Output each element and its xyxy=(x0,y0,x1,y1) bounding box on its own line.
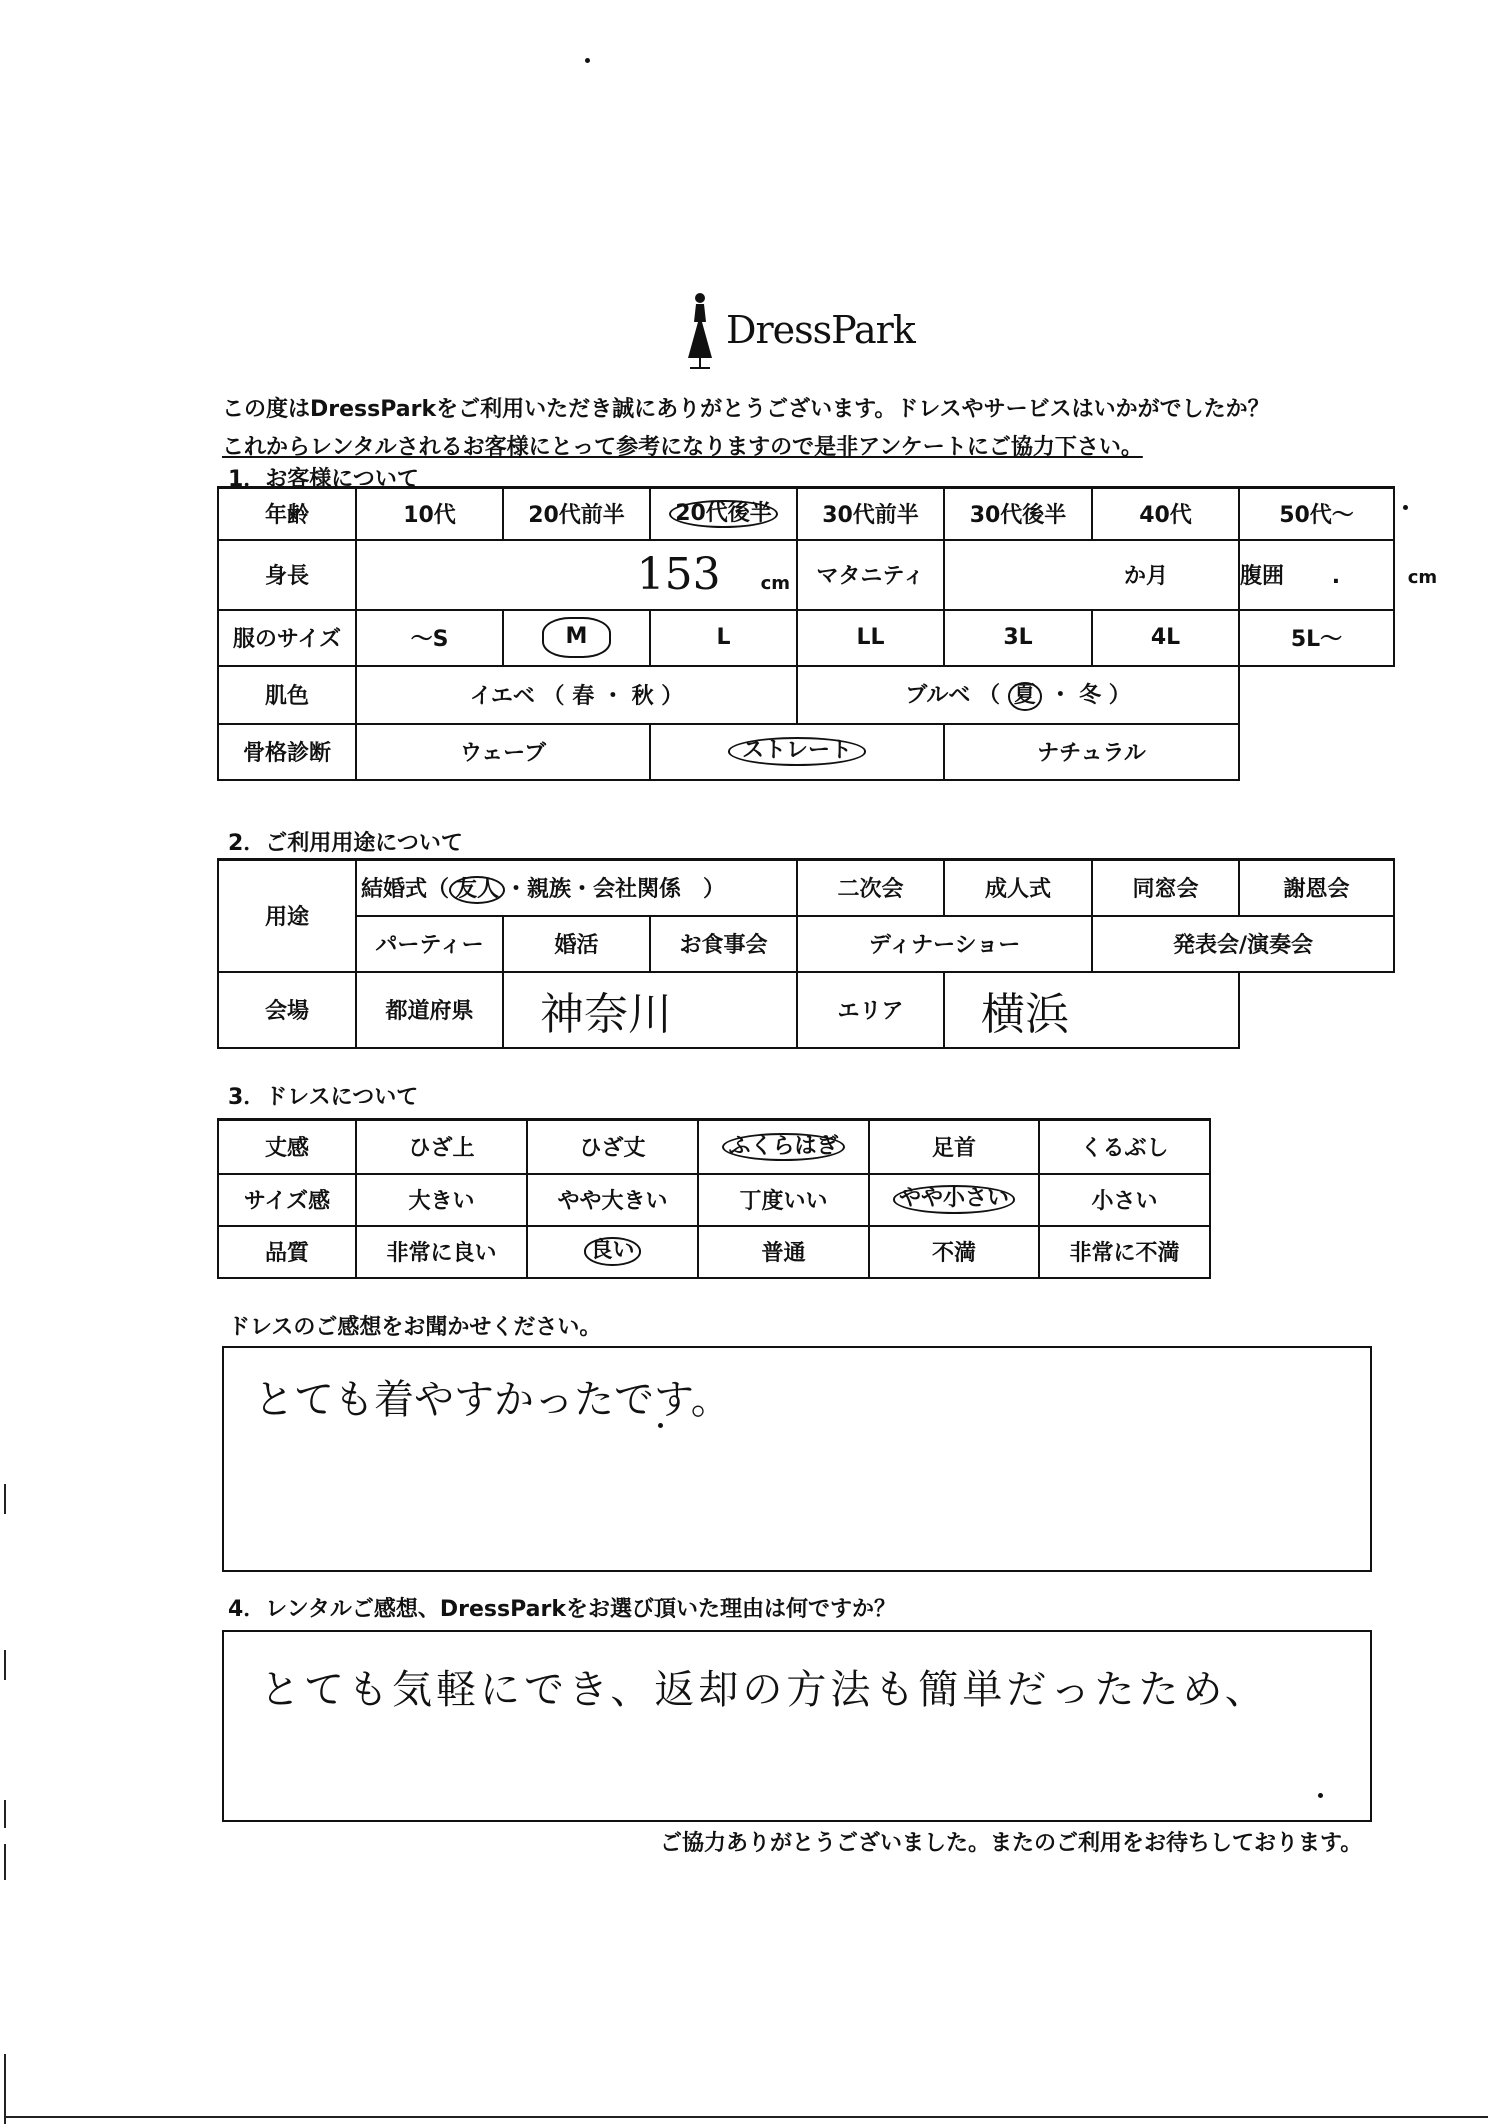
size-option[interactable]: 3L xyxy=(944,610,1092,666)
age-option[interactable]: 50代～ xyxy=(1239,488,1394,540)
skin-blue[interactable] xyxy=(797,666,1239,724)
winter: 冬 xyxy=(1079,683,1102,709)
wedding-text: 結婚式（ xyxy=(361,876,450,902)
maternity-label: マタニティ xyxy=(797,540,944,610)
size-option-selected[interactable] xyxy=(503,610,650,666)
age-row xyxy=(218,488,1394,540)
scan-edge-mark xyxy=(4,1844,6,1880)
empty-cell xyxy=(1239,666,1394,724)
height-unit: cm xyxy=(760,573,790,594)
usage-option[interactable]: お食事会 xyxy=(650,916,797,972)
selected-circle: M xyxy=(542,617,612,657)
brand-name: DressPark xyxy=(726,308,915,352)
fit-option-selected[interactable] xyxy=(869,1174,1039,1226)
fit-label: サイズ感 xyxy=(218,1174,356,1226)
quality-label: 品質 xyxy=(218,1226,356,1278)
age-label: 年齢 xyxy=(218,488,356,540)
length-option[interactable]: ひざ上 xyxy=(356,1120,527,1174)
scan-speck xyxy=(1403,505,1408,510)
dress-comment-prompt: ドレスのご感想をお聞かせください。 xyxy=(228,1315,602,1340)
frame-row xyxy=(218,724,1394,780)
selected-circle: ふくらはぎ xyxy=(722,1133,844,1161)
dot-sep: ・ xyxy=(1049,683,1072,709)
waist-unit: cm xyxy=(1407,567,1438,588)
footer-thanks: ご協力ありがとうございました。またのご利用をお待ちしております。 xyxy=(660,1831,1363,1856)
size-option[interactable]: 4L xyxy=(1092,610,1239,666)
fit-option[interactable]: やや大きい xyxy=(527,1174,698,1226)
age-option[interactable]: 40代 xyxy=(1092,488,1239,540)
scan-speck xyxy=(658,1423,663,1428)
length-option-selected[interactable] xyxy=(698,1120,869,1174)
usage-option[interactable]: パーティー xyxy=(356,916,503,972)
age-option[interactable]: 30代前半 xyxy=(797,488,944,540)
fit-option[interactable]: 小さい xyxy=(1039,1174,1210,1226)
quality-option[interactable]: 非常に良い xyxy=(356,1226,527,1278)
scan-speck xyxy=(1318,1793,1323,1798)
friend-selected: 友人 xyxy=(449,876,505,904)
dress-silhouette-icon xyxy=(680,288,720,372)
frame-option[interactable]: ナチュラル xyxy=(944,724,1239,780)
scan-bottom-line xyxy=(4,2116,1488,2118)
spring: 春 xyxy=(572,684,595,709)
usage-option[interactable]: 婚活 xyxy=(503,916,650,972)
usage-option[interactable]: 発表会/演奏会 xyxy=(1092,916,1394,972)
scan-edge-mark xyxy=(4,1800,6,1828)
length-row xyxy=(218,1120,1210,1174)
paren: （ xyxy=(978,683,1001,709)
dresspark-logo xyxy=(680,288,920,372)
area-value[interactable]: 横浜 xyxy=(944,972,1239,1048)
intro-line-1: この度はDressParkをご利用いただき誠にありがとうございます。ドレスやサービスはいかがでしたか？ xyxy=(222,397,1270,422)
scan-edge-mark xyxy=(4,1484,6,1514)
length-option[interactable]: 足首 xyxy=(869,1120,1039,1174)
pref-label: 都道府県 xyxy=(356,972,503,1048)
section3-title: 3．ドレスについて xyxy=(228,1085,419,1110)
quality-option[interactable]: 普通 xyxy=(698,1226,869,1278)
height-value: 153 xyxy=(636,549,721,600)
quality-option-selected[interactable] xyxy=(527,1226,698,1278)
paren: （ xyxy=(542,684,565,709)
months-unit: か月 xyxy=(1123,564,1168,589)
wedding-option[interactable] xyxy=(356,860,797,916)
usage-option[interactable]: 成人式 xyxy=(944,860,1092,916)
venue-label: 会場 xyxy=(218,972,356,1048)
height-label: 身長 xyxy=(218,540,356,610)
dress-comment-box[interactable] xyxy=(222,1346,1372,1572)
section1-title: 1．お客様について xyxy=(228,467,419,492)
skin-row xyxy=(218,666,1394,724)
size-option[interactable]: L xyxy=(650,610,797,666)
paren: ） xyxy=(1108,683,1131,709)
rental-comment-box[interactable] xyxy=(222,1630,1372,1822)
size-option[interactable]: LL xyxy=(797,610,944,666)
section4-title: 4．レンタルご感想、DressParkをお選び頂いた理由は何ですか？ xyxy=(228,1597,896,1622)
rental-comment: とても気軽にでき、返却の方法も簡単だったため、 xyxy=(260,1667,1269,1713)
quality-row xyxy=(218,1226,1210,1278)
quality-option[interactable]: 非常に不満 xyxy=(1039,1226,1210,1278)
summer-selected: 夏 xyxy=(1008,682,1042,710)
dress-comment: とても着やすかったです。 xyxy=(254,1377,731,1423)
length-label: 丈感 xyxy=(218,1120,356,1174)
usage-row-1 xyxy=(218,860,1394,916)
empty-cell xyxy=(1239,972,1394,1048)
usage-option[interactable]: 謝恩会 xyxy=(1239,860,1394,916)
frame-label: 骨格診断 xyxy=(218,724,356,780)
usage-option[interactable]: 二次会 xyxy=(797,860,944,916)
height-field[interactable] xyxy=(356,540,797,610)
size-row xyxy=(218,610,1394,666)
selected-circle: 20代後半 xyxy=(669,500,778,528)
usage-option[interactable]: ディナーショー xyxy=(797,916,1092,972)
selected-circle: ストレート xyxy=(728,737,866,765)
skin-yellow[interactable] xyxy=(356,666,797,724)
area-label: エリア xyxy=(797,972,944,1048)
frame-option-selected[interactable] xyxy=(650,724,944,780)
dot-sep: ・ xyxy=(601,684,624,709)
usage-row-2 xyxy=(218,916,1394,972)
size-option[interactable]: 5L～ xyxy=(1239,610,1394,666)
scan-speck xyxy=(585,58,590,63)
relatives-text: ・親族・会社関係 ） xyxy=(505,876,726,902)
use-label: 用途 xyxy=(218,860,356,972)
venue-row xyxy=(218,972,1394,1048)
intro-line-2: これからレンタルされるお客様にとって参考になりますので是非アンケートにご協力下さい。 xyxy=(222,435,1143,460)
scan-edge-mark xyxy=(4,2054,6,2124)
yellow-base: イエベ xyxy=(469,684,535,709)
scan-edge-mark xyxy=(4,1650,6,1680)
customer-table xyxy=(217,486,1438,781)
waist-sep: . xyxy=(1331,564,1341,589)
quality-option[interactable]: 不満 xyxy=(869,1226,1039,1278)
age-option[interactable]: 30代後半 xyxy=(944,488,1092,540)
length-option[interactable]: ひざ丈 xyxy=(527,1120,698,1174)
paren: ） xyxy=(661,684,684,709)
size-label: 服のサイズ xyxy=(218,610,356,666)
fit-row xyxy=(218,1174,1210,1226)
length-option[interactable]: くるぶし xyxy=(1039,1120,1210,1174)
section2-title: 2．ご利用用途について xyxy=(228,831,463,856)
size-option[interactable]: ～S xyxy=(356,610,503,666)
autumn: 秋 xyxy=(631,684,654,709)
maternity-months[interactable] xyxy=(944,540,1239,610)
pref-value[interactable]: 神奈川 xyxy=(503,972,797,1048)
height-row xyxy=(218,540,1394,610)
skin-label: 肌色 xyxy=(218,666,356,724)
selected-circle: やや小さい xyxy=(893,1185,1015,1213)
age-option[interactable]: 20代前半 xyxy=(503,488,650,540)
waist-field[interactable] xyxy=(1239,540,1438,610)
blue-base: ブルベ xyxy=(905,683,971,709)
waist-label: 腹囲 xyxy=(1240,564,1285,589)
usage-option[interactable]: 同窓会 xyxy=(1092,860,1239,916)
dress-table xyxy=(217,1118,1211,1279)
age-option-selected[interactable] xyxy=(650,488,797,540)
empty-cell xyxy=(1239,724,1394,780)
usage-table xyxy=(217,858,1395,1049)
selected-circle: 良い xyxy=(584,1237,640,1265)
fit-option[interactable]: 大きい xyxy=(356,1174,527,1226)
fit-option[interactable]: 丁度いい xyxy=(698,1174,869,1226)
frame-option[interactable]: ウェーブ xyxy=(356,724,650,780)
age-option[interactable]: 10代 xyxy=(356,488,503,540)
